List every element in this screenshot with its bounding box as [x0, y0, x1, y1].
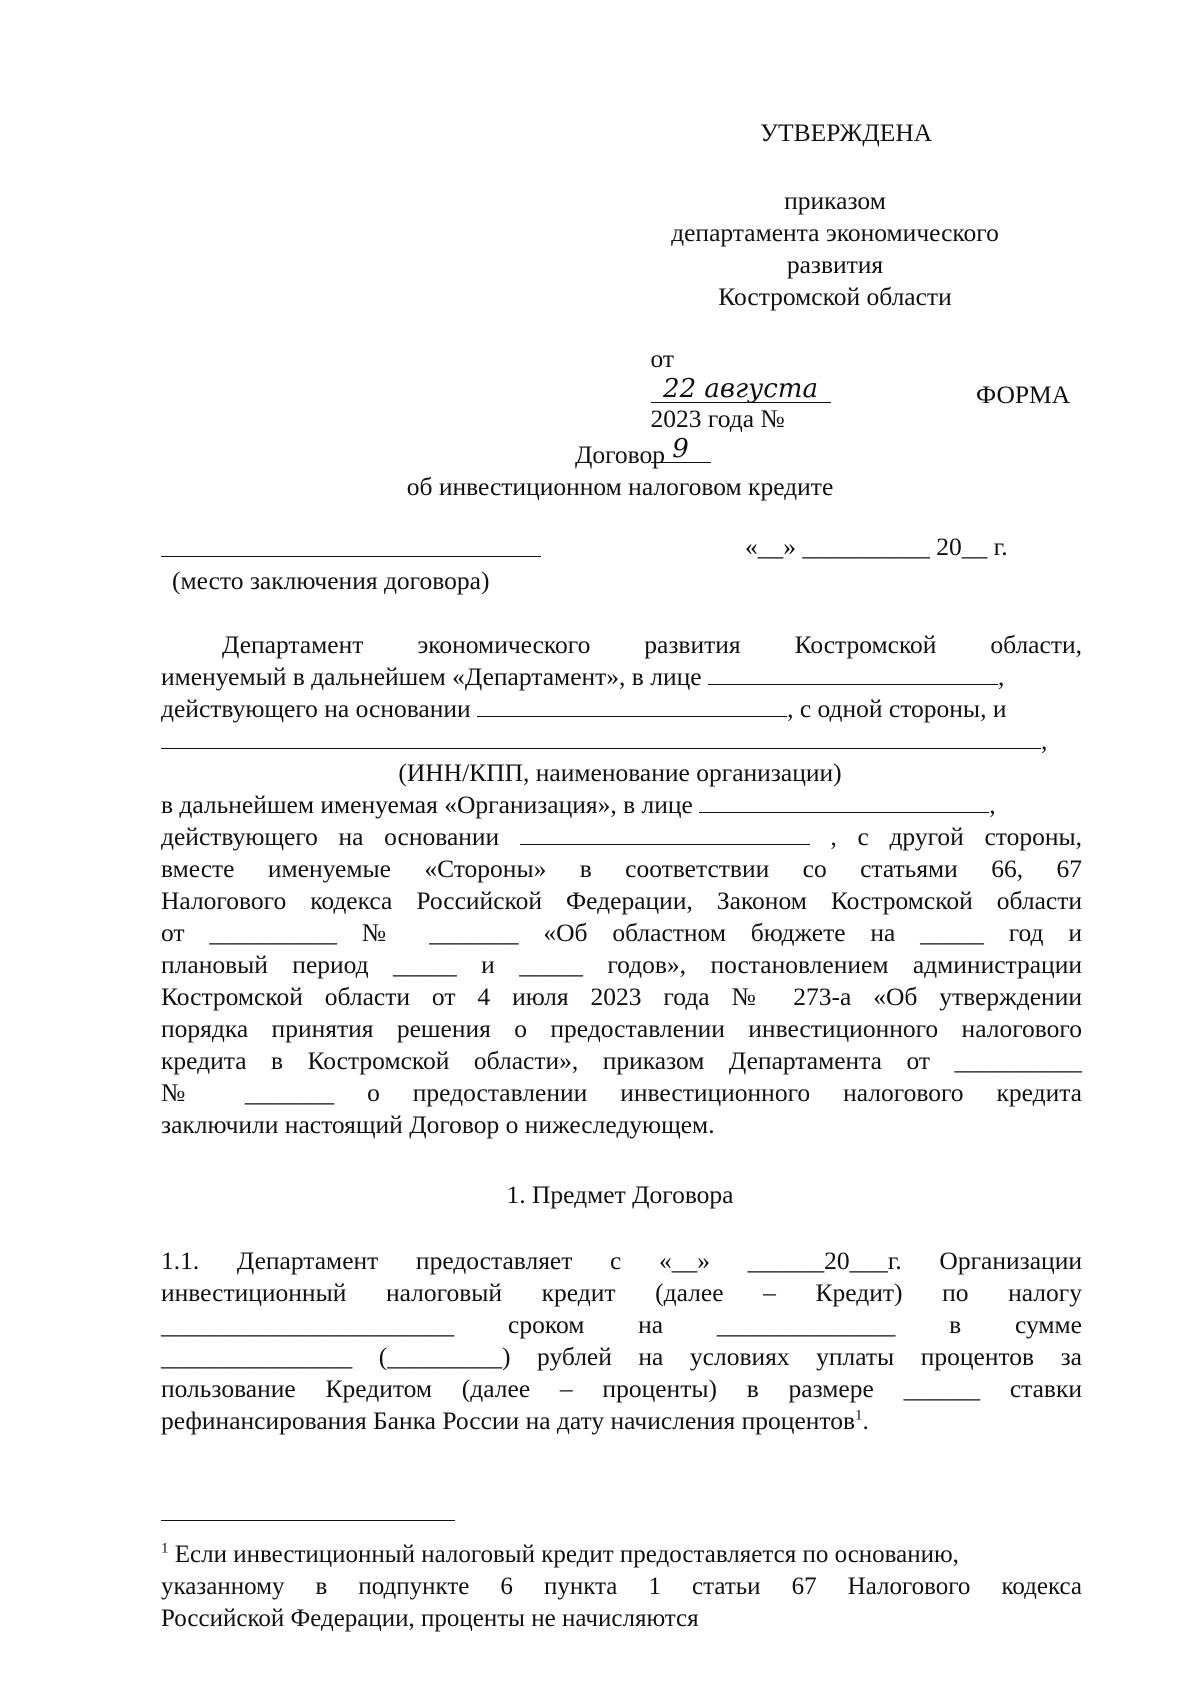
- section-text: .: [862, 1406, 869, 1435]
- preamble-text: в дальнейшем именуемая «Организация», в лице: [161, 790, 693, 819]
- footnote-ref: 1: [855, 1407, 863, 1424]
- organization-caption: (ИНН/КПП, наименование организации): [398, 758, 842, 787]
- preamble-line: именуемый в дальнейшем «Департамент», в лице ,: [161, 662, 1005, 691]
- section-line: инвестиционный налоговый кредит (далее – Кредит) по налогу: [161, 1278, 1082, 1307]
- blank-line: [708, 662, 998, 685]
- preamble-line: [161, 694, 1006, 724]
- approval-line: приказом: [784, 186, 886, 215]
- section-line: [161, 1406, 869, 1436]
- blank-line: [161, 726, 1041, 749]
- preamble-line: от __________ № _______ «Об областном бюджете на _____ год и: [161, 918, 1082, 947]
- section-line: _______________ (_________) рублей на условиях уплаты процентов за: [161, 1342, 1082, 1371]
- footnote-line: Российской Федерации, проценты не начисляются: [161, 1605, 699, 1632]
- date-prefix: от: [650, 344, 675, 373]
- form-label: ФОРМА: [976, 380, 1071, 409]
- footnote-text: Если инвестиционный налоговый кредит предоставляется по основанию,: [168, 1541, 959, 1568]
- handwritten-number: 9: [651, 436, 711, 463]
- preamble-line: № _______ о предоставлении инвестиционного налогового кредита: [161, 1078, 1082, 1107]
- preamble-text: , с другой стороны,: [830, 822, 1082, 851]
- preamble-line: в дальнейшем именуемая «Организация», в лице ,: [161, 790, 996, 819]
- footnote-separator: [161, 1520, 455, 1521]
- handwritten-date: 22 августа: [651, 376, 831, 403]
- approval-line: развития: [786, 250, 884, 279]
- section-heading: 1. Предмет Договора: [506, 1180, 734, 1209]
- document-title: Договор: [574, 440, 666, 469]
- preamble-line: ,: [161, 726, 1047, 756]
- blank-line: [520, 822, 810, 845]
- place-blank-line: [161, 556, 541, 557]
- preamble-text: действующего на основании: [161, 694, 471, 723]
- preamble-line: Костромской области от 4 июля 2023 года № 273-а «Об утверждении: [161, 982, 1082, 1011]
- preamble-line: плановый период _____ и _____ годов», постановлением администрации: [161, 950, 1082, 979]
- preamble-line: Департамент экономического развития Костромской области,: [222, 630, 1082, 659]
- footnote-line: указанному в подпункте 6 пункта 1 статьи 67 Налогового кодекса: [161, 1573, 1082, 1600]
- section-line: 1.1. Департамент предоставляет с «__» ______20___г. Организации: [161, 1246, 1082, 1275]
- date-year: 2023 года №: [650, 404, 785, 433]
- contract-date: «__» __________ 20__ г.: [745, 532, 1008, 561]
- preamble-line: заключили настоящий Договор о нижеследующем.: [161, 1110, 715, 1139]
- preamble-line: вместе именуемые «Стороны» в соответствии со статьями 66, 67: [161, 854, 1082, 883]
- section-line: _______________________ сроком на ______________ в сумме: [161, 1310, 1082, 1339]
- place-caption: (место заключения договора): [172, 566, 490, 595]
- footnote-mark: 1: [161, 1540, 169, 1557]
- preamble-text: именуемый в дальнейшем «Департамент», в лице: [161, 662, 702, 691]
- section-text: рефинансирования Банка России на дату начисления процентов: [161, 1406, 856, 1435]
- preamble-line: [161, 822, 1082, 852]
- preamble-line: кредита в Костромской области», приказом Департамента от __________: [161, 1046, 1082, 1075]
- document-subtitle: об инвестиционном налоговом кредите: [406, 472, 834, 501]
- preamble-text: , с одной стороны, и: [787, 694, 1007, 723]
- approval-line: Костромской области: [718, 282, 952, 311]
- blank-line: [477, 694, 787, 717]
- approval-title: УТВЕРЖДЕНА: [760, 118, 933, 147]
- blank-line: [699, 790, 989, 813]
- preamble-text: действующего на основании: [161, 822, 500, 851]
- preamble-line: Налогового кодекса Российской Федерации, Законом Костромской области: [161, 886, 1082, 915]
- footnote-line: [161, 1540, 959, 1570]
- approval-line: департамента экономического: [671, 218, 999, 247]
- preamble-line: порядка принятия решения о предоставлении инвестиционного налогового: [161, 1014, 1082, 1043]
- section-line: пользование Кредитом (далее – проценты) в размере ______ ставки: [161, 1374, 1082, 1403]
